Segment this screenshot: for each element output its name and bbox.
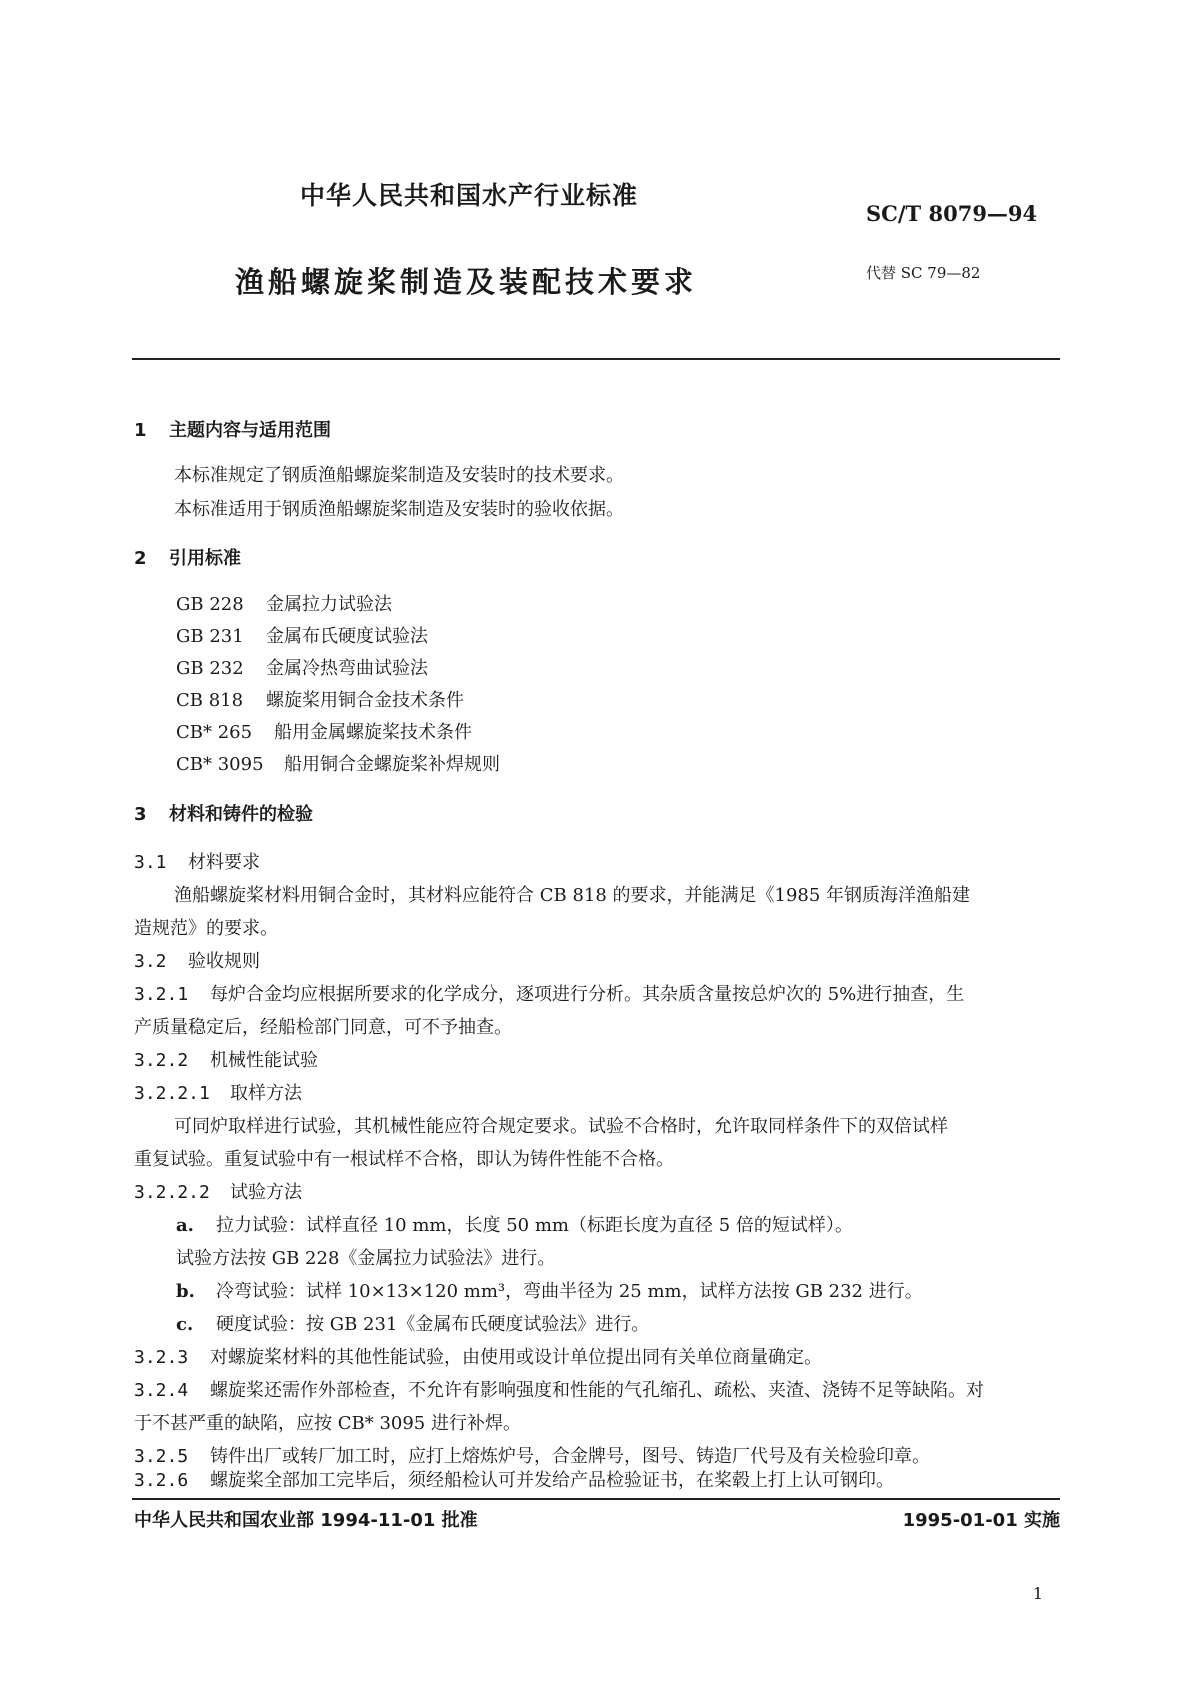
reference-item xyxy=(176,750,500,776)
section-title: 主题内容与适用范围 xyxy=(169,420,331,441)
test-item-a-continuation: 试验方法按 GB 228《金属拉力试验法》进行。 xyxy=(176,1248,556,1269)
section-3-heading xyxy=(134,800,313,826)
item-label: a. xyxy=(176,1215,194,1236)
reference-code: CB* 265 xyxy=(176,722,253,743)
clause-title: 取样方法 xyxy=(230,1083,302,1104)
header-divider xyxy=(132,358,1060,360)
clause-3-2-4-line-1 xyxy=(134,1376,984,1402)
clause-text: 每炉合金均应根据所要求的化学成分，逐项进行分析。其杂质含量按总炉次的 5%进行抽查，生 xyxy=(210,984,965,1005)
item-label: c. xyxy=(176,1314,194,1335)
section-title: 引用标准 xyxy=(169,548,241,569)
approval-statement: 中华人民共和国农业部 1994-11-01 批准 xyxy=(134,1510,478,1531)
clause-text: 对螺旋桨材料的其他性能试验，由使用或设计单位提出同有关单位商量确定。 xyxy=(210,1347,822,1368)
reference-item xyxy=(176,654,428,680)
reference-code: GB 232 xyxy=(176,658,244,679)
clause-3-2-2-1-text-line-1: 可同炉取样进行试验，其机械性能应符合规定要求。试验不合格时，允许取同样条件下的双倍试样 xyxy=(174,1116,948,1137)
clause-title: 机械性能试验 xyxy=(210,1050,318,1071)
reference-code: CB* 3095 xyxy=(176,754,264,775)
reference-name: 螺旋桨用铜合金技术条件 xyxy=(266,690,464,711)
issuing-authority-title: 中华人民共和国水产行业标准 xyxy=(300,181,639,210)
clause-3-2-3 xyxy=(134,1343,822,1369)
subsection-title: 材料要求 xyxy=(188,852,260,873)
subsection-number: 3.2 xyxy=(134,951,167,972)
clause-3-2-2-1-text-line-2: 重复试验。重复试验中有一根试样不合格，即认为铸件性能不合格。 xyxy=(134,1149,674,1170)
reference-name: 船用金属螺旋桨技术条件 xyxy=(274,722,472,743)
reference-name: 金属拉力试验法 xyxy=(266,594,392,615)
section-1-paragraph-1: 本标准规定了钢质渔船螺旋桨制造及安装时的技术要求。 xyxy=(174,465,624,486)
effective-date: 1995-01-01 实施 xyxy=(902,1510,1060,1531)
reference-name: 金属布氏硬度试验法 xyxy=(266,626,428,647)
section-title: 材料和铸件的检验 xyxy=(169,804,313,825)
subsection-number: 3.1 xyxy=(134,852,167,873)
clause-number: 3.2.1 xyxy=(134,984,189,1005)
clause-3-2-4-line-2: 于不甚严重的缺陷，应按 CB* 3095 进行补焊。 xyxy=(134,1413,521,1434)
item-text: 硬度试验：按 GB 231《金属布氏硬度试验法》进行。 xyxy=(216,1314,650,1335)
reference-name: 船用铜合金螺旋桨补焊规则 xyxy=(284,754,500,775)
clause-number: 3.2.2.1 xyxy=(134,1083,210,1104)
clause-title: 试验方法 xyxy=(230,1182,302,1203)
item-text: 冷弯试验：试样 10×13×120 mm³，弯曲半径为 25 mm，试样方法按 GB 232 进行。 xyxy=(216,1281,923,1302)
section-number: 2 xyxy=(134,548,147,569)
reference-item xyxy=(176,590,392,616)
section-1-heading xyxy=(134,416,331,442)
section-number: 1 xyxy=(134,420,147,441)
footer-divider xyxy=(132,1498,1060,1500)
page-number: 1 xyxy=(1032,1584,1043,1603)
clause-3-2-2-2-heading xyxy=(134,1178,302,1204)
clause-3-2-1-line-1 xyxy=(134,980,964,1006)
item-label: b. xyxy=(176,1281,195,1302)
reference-code: GB 228 xyxy=(176,594,244,615)
replaces-standard: 代替 SC 79—82 xyxy=(866,264,981,282)
reference-item xyxy=(176,622,428,648)
test-item-b xyxy=(176,1277,923,1303)
clause-3-2-6 xyxy=(134,1466,894,1492)
clause-3-2-5 xyxy=(134,1442,930,1468)
clause-text: 铸件出厂或转厂加工时，应打上熔炼炉号，合金牌号，图号、铸造厂代号及有关检验印章。 xyxy=(210,1446,930,1467)
clause-number: 3.2.3 xyxy=(134,1347,189,1368)
subsection-title: 验收规则 xyxy=(188,951,260,972)
clause-3-2-2-1-heading xyxy=(134,1079,302,1105)
clause-text: 螺旋桨还需作外部检查，不允许有影响强度和性能的气孔缩孔、疏松、夹渣、浇铸不足等缺陷。对 xyxy=(210,1380,984,1401)
item-text: 拉力试验：试样直径 10 mm，长度 50 mm（标距长度为直径 5 倍的短试样）。 xyxy=(216,1215,853,1236)
standard-code: SC/T 8079—94 xyxy=(866,201,1038,226)
clause-number: 3.2.5 xyxy=(134,1446,189,1467)
reference-item xyxy=(176,686,464,712)
subsection-3-1-text-line-1: 渔船螺旋桨材料用铜合金时，其材料应能符合 CB 818 的要求，并能满足《1985 年钢质海洋渔船建 xyxy=(174,885,971,906)
document-title: 渔船螺旋桨制造及装配技术要求 xyxy=(235,265,698,299)
clause-number: 3.2.2.2 xyxy=(134,1182,210,1203)
subsection-3-2-heading xyxy=(134,947,260,973)
section-2-heading xyxy=(134,544,241,570)
clause-number: 3.2.2 xyxy=(134,1050,189,1071)
subsection-3-1-heading xyxy=(134,848,260,874)
clause-text: 螺旋桨全部加工完毕后，须经船检认可并发给产品检验证书，在桨毂上打上认可钢印。 xyxy=(210,1470,894,1491)
clause-3-2-1-line-2: 产质量稳定后，经船检部门同意，可不予抽查。 xyxy=(134,1017,512,1038)
subsection-3-1-text-line-2: 造规范》的要求。 xyxy=(134,918,278,939)
clause-number: 3.2.4 xyxy=(134,1380,189,1401)
reference-name: 金属冷热弯曲试验法 xyxy=(266,658,428,679)
reference-item xyxy=(176,718,472,744)
test-item-a xyxy=(176,1211,853,1237)
test-item-c xyxy=(176,1310,649,1336)
clause-number: 3.2.6 xyxy=(134,1470,189,1491)
reference-code: GB 231 xyxy=(176,626,244,647)
clause-3-2-2-heading xyxy=(134,1046,318,1072)
section-number: 3 xyxy=(134,804,147,825)
section-1-paragraph-2: 本标准适用于钢质渔船螺旋桨制造及安装时的验收依据。 xyxy=(174,499,624,520)
reference-code: CB 818 xyxy=(176,690,244,711)
